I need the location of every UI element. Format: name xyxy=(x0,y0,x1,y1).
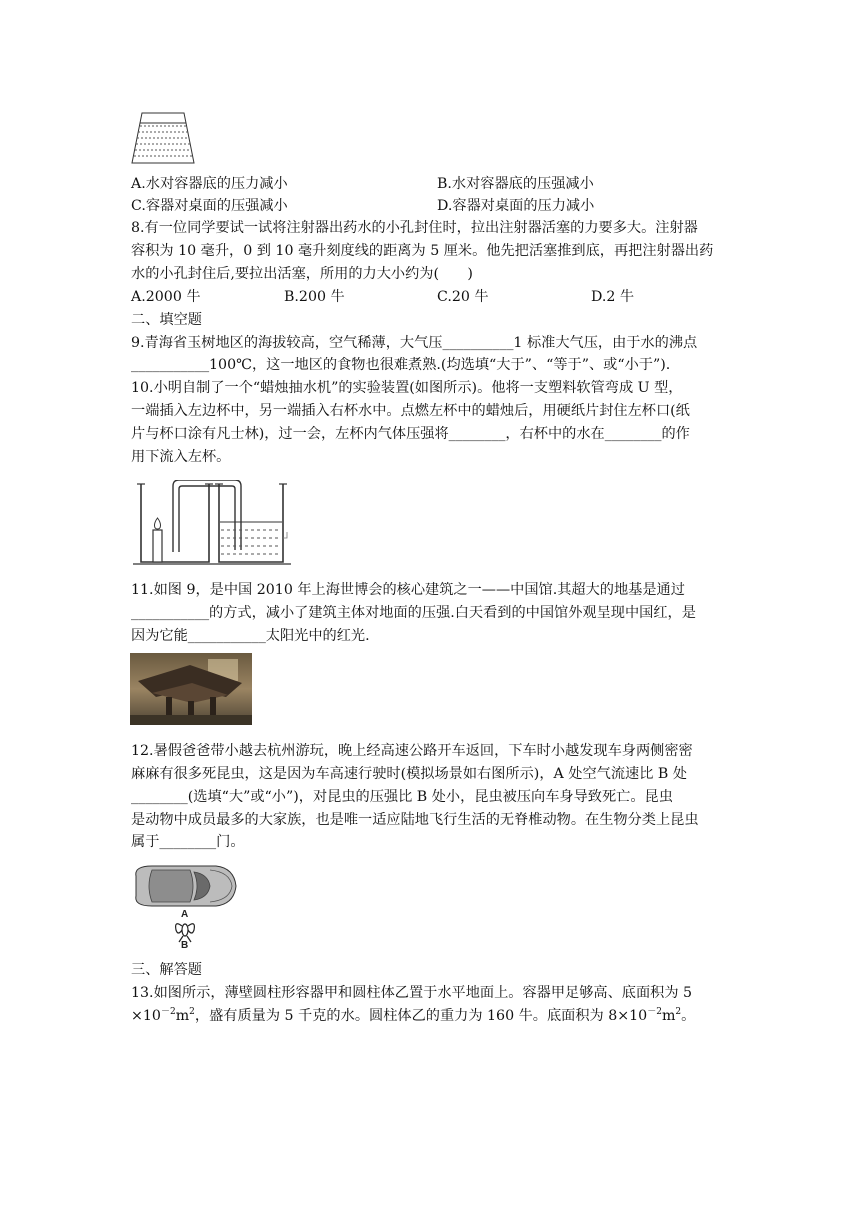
q12-line-3: ________(选填“大”或“小”)，对昆虫的压强比 B 处小，昆虫被压向车身导致死亡。昆虫 xyxy=(131,789,673,805)
q13-sup-4: 2 xyxy=(675,1007,682,1017)
q8-line-2: 容积为 10 毫升，0 到 10 毫升刻度线的距离为 5 厘米。他先把活塞推到底，再把注射器出药 xyxy=(131,243,714,259)
q11-line-1: 11.如图 9，是中国 2010 年上海世博会的核心建筑之一——中国馆.其超大的地基是通过 xyxy=(131,582,685,598)
q13-text-e: 。 xyxy=(681,1008,696,1024)
q13-text-a: ×10 xyxy=(131,1008,161,1024)
q7-option-a: A.水对容器底的压力减小 xyxy=(131,176,288,192)
china-pavilion-photo xyxy=(130,653,252,725)
q9-line-1: 9.青海省玉树地区的海拔较高，空气稀薄，大气压__________1 标准大气压，由于水的沸点 xyxy=(131,335,698,351)
q13-sup-2: 2 xyxy=(189,1007,195,1017)
section-heading-answer: 三、解答题 xyxy=(131,962,202,978)
q13-text-c: ，盛有质量为 5 千克的水。圆柱体乙的重力为 160 牛。底面积为 8×10 xyxy=(194,1008,648,1024)
q12-line-5: 属于________门。 xyxy=(131,834,245,850)
q7-option-b: B.水对容器底的压强减小 xyxy=(437,176,594,192)
q13-text-b: m xyxy=(175,1008,190,1024)
q7-option-d: D.容器对桌面的压力减小 xyxy=(437,198,595,214)
car-insect-figure xyxy=(130,864,238,950)
q12-line-4: 是动物中成员最多的大家族，也是唯一适应陆地飞行生活的无脊椎动物。在生物分类上昆虫 xyxy=(131,812,699,828)
q13-line-2 xyxy=(131,1006,695,1026)
candle-water-pump-figure xyxy=(133,480,291,570)
q10-line-2: 一端插入左边杯中，另一端插入右杯水中。点燃左杯中的蜡烛后，用硬纸片封住左杯口(纸 xyxy=(131,403,690,419)
q12-line-2: 麻麻有很多死昆虫，这是因为车高速行驶时(模拟场景如右图所示)，A 处空气流速比 B 处 xyxy=(131,766,688,782)
q8-line-1: 8.有一位同学要试一试将注射器出药水的小孔封住时，拉出注射器活塞的力要多大。注射器 xyxy=(131,220,698,236)
q9-line-2: ___________100℃，这一地区的食物也很难煮熟.(均选填“大于”、“等于”、或“小于”). xyxy=(131,357,671,373)
trapezoid-container-figure xyxy=(130,110,196,166)
q11-line-2: ___________的方式，减小了建筑主体对地面的压强.白天看到的中国馆外观呈现中国红，是 xyxy=(131,605,696,621)
section-heading-fill-in: 二、填空题 xyxy=(131,312,202,328)
q13-text-d: m xyxy=(661,1008,676,1024)
q10-line-3: 片与杯口涂有凡士林)，过一会，左杯内气体压强将________，右杯中的水在________的作 xyxy=(131,426,690,442)
q13-sup-1: －2 xyxy=(160,1007,176,1017)
q8-option-c: C.20 牛 xyxy=(437,289,489,305)
q11-line-3: 因为它能___________太阳光中的红光. xyxy=(131,628,370,644)
q10-line-4: 用下流入左杯。 xyxy=(131,449,231,465)
q12-line-1: 12.暑假爸爸带小越去杭州游玩，晚上经高速公路开车返回，下车时小越发现车身两侧密密 xyxy=(131,743,693,759)
label-a: A xyxy=(181,909,189,920)
q8-option-b: B.200 牛 xyxy=(284,289,345,305)
q8-option-a: A.2000 牛 xyxy=(131,289,201,305)
q13-sup-3: －2 xyxy=(647,1007,662,1017)
q7-option-c: C.容器对桌面的压强减小 xyxy=(131,198,288,214)
q10-line-1: 10.小明自制了一个“蜡烛抽水机”的实验装置(如图所示)。他将一支塑料软管弯成 U 型， xyxy=(131,380,683,396)
q8-line-3: 水的小孔封住后,要拉出活塞，所用的力大小约为( ) xyxy=(131,266,473,282)
label-b: B xyxy=(181,940,189,950)
q13-line-1: 13.如图所示，薄壁圆柱形容器甲和圆柱体乙置于水平地面上。容器甲足够高、底面积为 5 xyxy=(131,985,693,1001)
q8-option-d: D.2 牛 xyxy=(591,289,635,305)
